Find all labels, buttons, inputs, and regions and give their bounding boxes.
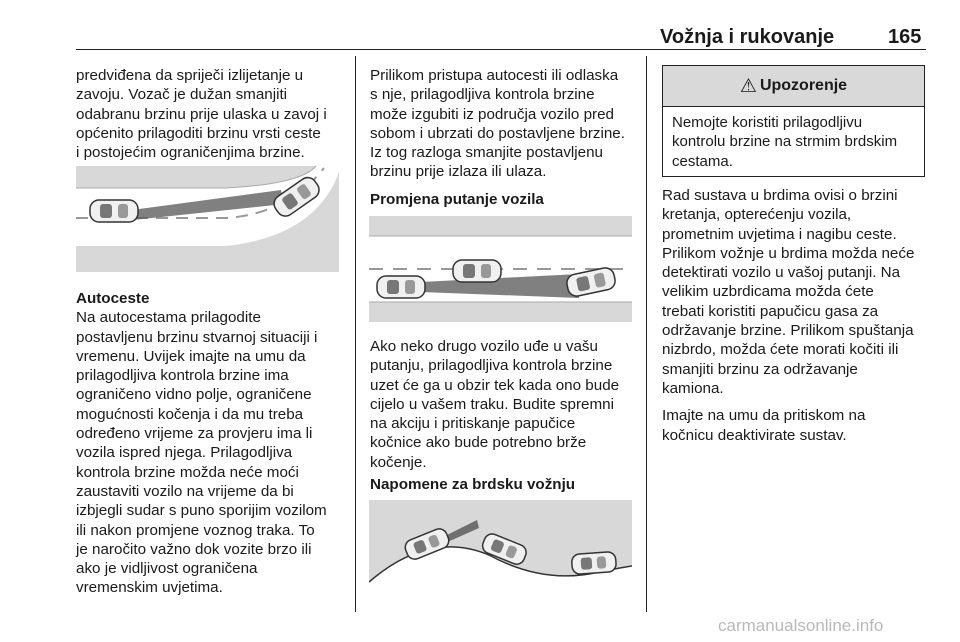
text-line: prometnim uvjetima i nagibu ceste. bbox=[662, 225, 897, 243]
column-1-intro bbox=[76, 66, 348, 162]
warning-header bbox=[663, 66, 924, 107]
text-line: Iz tog razloga smanjite postavljenu bbox=[370, 144, 604, 162]
column-1-highways bbox=[76, 289, 348, 598]
illustration-hill-driving bbox=[369, 500, 632, 608]
text-line: kretanja, opterećenju vozila, bbox=[662, 206, 852, 224]
text-line: ograničeno vidno polje, ograničene bbox=[76, 386, 312, 404]
text-line: Prilikom pristupa autocesti ili odlaska bbox=[370, 67, 619, 84]
page-number: 165 bbox=[888, 26, 922, 48]
text-line: vremenu. Uvijek imajte na umu da bbox=[76, 347, 306, 365]
text-line: postavljenu brzinu stvarnoj situaciji i bbox=[76, 328, 318, 346]
text-line: izbjegli sudar s puno sporijim vozilom bbox=[76, 502, 327, 520]
warning-box bbox=[662, 65, 925, 177]
column-2-lane-change-text bbox=[370, 337, 640, 472]
text-line: kočenje. bbox=[370, 453, 427, 471]
text-line: brzinu prije izlaza ili ulaza. bbox=[370, 163, 547, 181]
text-line: mogućnosti kočenja i da mu treba bbox=[76, 405, 304, 423]
text-line: vremenskim uvjetima. bbox=[76, 579, 223, 597]
text-line: predviđena da spriječi izlijetanje u bbox=[76, 67, 304, 84]
text-line: putanju, prilagodljiva kontrola brzine bbox=[370, 357, 613, 375]
warning-triangle-icon: ⚠ bbox=[739, 75, 757, 97]
page-header-title: Vožnja i rukovanje bbox=[660, 26, 835, 48]
text-line: ako je vidljivost ograničena bbox=[76, 560, 258, 578]
text-line: kamiona. bbox=[662, 379, 724, 397]
column-3-text bbox=[662, 186, 952, 445]
text-line: može izgubiti iz područja vozilo pred bbox=[370, 105, 614, 123]
text-line: zavoju. Vozač je dužan smanjiti bbox=[76, 86, 288, 104]
text-line: Na autocestama prilagodite bbox=[76, 309, 261, 327]
warning-body bbox=[663, 107, 924, 171]
text-line: kočnicu deaktivirate sustav. bbox=[662, 426, 847, 444]
column-2-intro bbox=[370, 66, 640, 182]
text-line: Prilikom vožnje u brdima možda neće bbox=[662, 244, 915, 262]
text-line: trebati koristiti papučicu gasa za bbox=[662, 302, 879, 320]
section-heading-highways: Autoceste bbox=[76, 290, 150, 307]
text-line: odabranu brzinu prije ulaska u zavoj i bbox=[76, 105, 327, 123]
text-line: je naročito važno dok vozite brzo ili bbox=[76, 540, 312, 558]
text-line: zaustaviti vozilo na vrijeme da bi bbox=[76, 482, 294, 500]
warning-title: Upozorenje bbox=[759, 77, 848, 94]
text-line: općenito prilagoditi brzinu vrsti ceste bbox=[76, 124, 321, 142]
text-line: održavanje brzine. Prilikom spuštanja bbox=[662, 322, 914, 340]
section-heading-lane-change: Promjena putanje vozila bbox=[370, 191, 544, 208]
text-line: cestama. bbox=[672, 152, 733, 170]
text-line: vozila ispred njega. Prilagodljiva bbox=[76, 444, 293, 462]
text-line: uzet će ga u obzir tek kada ono bude bbox=[370, 376, 620, 394]
text-line: ili nakon promjene voznog traka. To bbox=[76, 521, 315, 539]
text-line: kontrola brzine možda neće moći bbox=[76, 463, 299, 481]
text-line: cijelo u vašem traku. Budite spremni bbox=[370, 395, 614, 413]
text-line: nizbrdo, možda ćete morati kočiti ili bbox=[662, 341, 899, 359]
column-divider-2 bbox=[646, 56, 647, 612]
text-line: i postojećim ograničenjima brzine. bbox=[76, 144, 305, 162]
text-line: sobom i ubrzati do postavljene brzine. bbox=[370, 124, 625, 142]
text-line: Nemojte koristiti prilagodljivu bbox=[672, 114, 863, 131]
column-divider-1 bbox=[355, 56, 356, 612]
text-line: kočnice ako bude potrebno brže bbox=[370, 434, 587, 452]
text-line: Imajte na umu da pritiskom na bbox=[662, 407, 866, 425]
section-heading-hill-driving: Napomene za brdsku vožnju bbox=[370, 476, 576, 493]
text-line: detektirati vozilo u vašoj putanji. Na bbox=[662, 264, 901, 282]
text-line: Ako neko drugo vozilo uđe u vašu bbox=[370, 338, 598, 355]
text-line: smanjiti brzinu za održavanje bbox=[662, 360, 858, 378]
text-line: Rad sustava u brdima ovisi o brzini bbox=[662, 187, 898, 204]
watermark: carmanualsonline.info bbox=[718, 616, 884, 635]
illustration-lane-change bbox=[369, 216, 632, 322]
text-line: na akciju i pritiskanje papučice bbox=[370, 415, 576, 433]
text-line: s nje, prilagodljiva kontrola brzine bbox=[370, 86, 595, 104]
text-line: kontrolu brzine na strmim brdskim bbox=[672, 133, 898, 151]
text-line: velikim uzbrdicama možda ćete bbox=[662, 283, 874, 301]
text-line: prilagodljiva kontrola brzine ima bbox=[76, 367, 289, 385]
text-line: određeno vrijeme za provjeru ima li bbox=[76, 425, 313, 443]
illustration-curve-road bbox=[76, 166, 339, 272]
header-rule bbox=[76, 49, 926, 50]
